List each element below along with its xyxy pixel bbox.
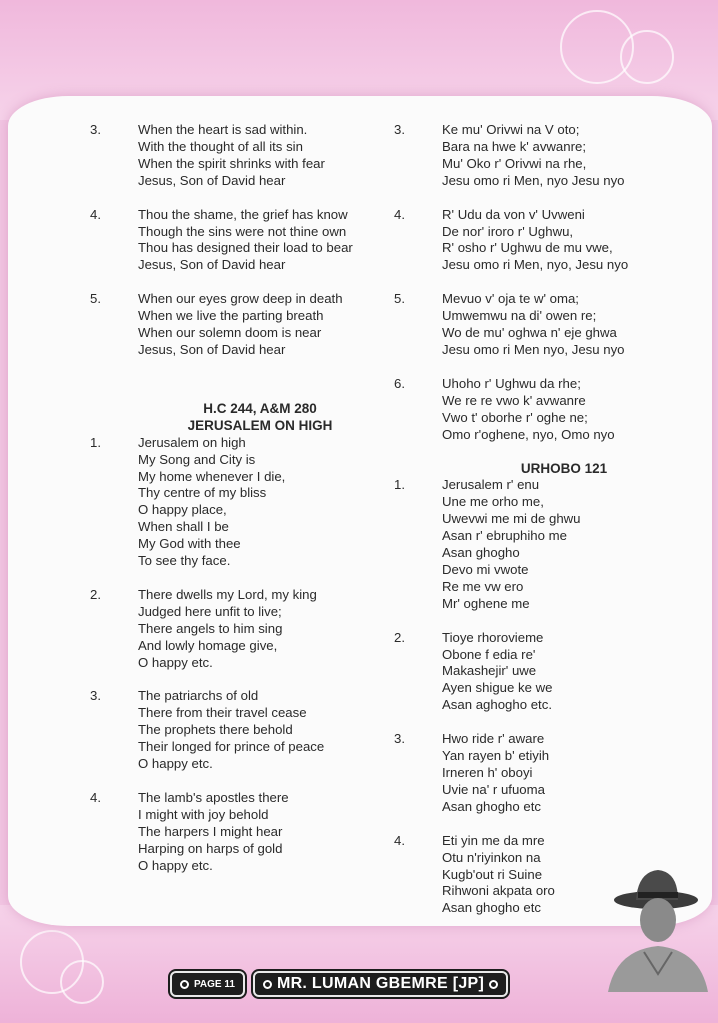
verse-line: R' osho r' Ughwu de mu vwe,	[442, 240, 613, 256]
verse-line: Jesus, Son of David hear	[138, 172, 286, 188]
verse-number: 4.	[394, 206, 405, 222]
hymn-number: H.C 244, A&M 280	[203, 400, 317, 416]
verse	[394, 291, 694, 359]
verse-line: Jesu omo ri Men, nyo, Jesu nyo	[442, 257, 629, 273]
verse-line: Thy centre of my bliss	[138, 485, 267, 501]
verse-line: Uhoho r' Ughwu da rhe;	[442, 375, 581, 391]
page-number-badge	[170, 971, 245, 997]
verse-line: R' Udu da von v' Uvweni	[442, 206, 585, 222]
swirl-decoration-icon	[620, 30, 674, 84]
verse-line: My God with thee	[138, 536, 241, 552]
verse-line: Uvie na' r ufuoma	[442, 781, 545, 797]
verse-line: Mu' Oko r' Orivwi na rhe,	[442, 155, 587, 171]
verse-line: Eti yin me da mre	[442, 832, 545, 848]
verse-line: There from their travel cease	[138, 705, 307, 721]
verse-line: Makashejir' uwe	[442, 663, 537, 679]
verse-line: Hwo ride r' aware	[442, 731, 545, 747]
author-portrait-icon	[598, 862, 716, 992]
verse-line: To see thy face.	[138, 553, 231, 569]
verse-group-bottom-left	[90, 435, 390, 875]
verse-line: I might with joy behold	[138, 806, 269, 822]
verse	[90, 587, 390, 672]
verse-number: 2.	[90, 586, 101, 602]
verse-line: When our solemn doom is near	[138, 325, 322, 341]
verse-line: Jerusalem on high	[138, 434, 246, 450]
verse-line: When the spirit shrinks with fear	[138, 155, 325, 171]
verse-line: Tioye rhorovieme	[442, 629, 544, 645]
verse-line: Jesu omo ri Men, nyo Jesu nyo	[442, 172, 625, 188]
verse-line: O happy place,	[138, 502, 227, 518]
verse-line: Asan r' ebruphiho me	[442, 528, 567, 544]
verse	[394, 630, 694, 715]
verse-line: When the heart is sad within.	[138, 122, 308, 137]
verse-line: Jesu omo ri Men nyo, Jesu nyo	[442, 341, 625, 357]
verse-line: Judged here unfit to live;	[138, 603, 282, 619]
page-footer	[170, 970, 508, 998]
verse-line: Asan aghogho etc.	[442, 697, 552, 713]
verse	[90, 291, 390, 359]
verse-line: The prophets there behold	[138, 722, 293, 738]
verse-line: Mevuo v' oja te w' oma;	[442, 291, 579, 307]
verse-line: Jerusalem r' enu	[442, 477, 540, 493]
verse-line: When we live the parting breath	[138, 308, 324, 324]
verse	[90, 122, 390, 190]
verse-line: Obone f edia re'	[442, 646, 536, 662]
verse-line: The patriarchs of old	[138, 688, 259, 704]
hymn-title: URHOBO 121	[520, 460, 608, 476]
verse-line: We re re vwo k' avwanre	[442, 392, 586, 408]
verse-group-top-right	[394, 122, 694, 444]
verse-line: Otu n'riyinkon na	[442, 849, 541, 865]
verse-line: The lamb's apostles there	[138, 790, 289, 805]
right-column	[394, 122, 694, 934]
verse-number: 4.	[394, 832, 405, 848]
verse-line: Harping on harps of gold	[138, 840, 283, 856]
verse-line: Umwemwu na di' owen re;	[442, 308, 597, 324]
verse-line: Irneren h' oboyi	[442, 765, 533, 780]
verse-line: And lowly homage give,	[138, 637, 278, 653]
verse	[394, 122, 694, 190]
verse-number: 4.	[90, 206, 101, 222]
verse-line: Their longed for prince of peace	[138, 739, 325, 755]
verse-line: Ke mu' Orivwi na V oto;	[442, 122, 580, 137]
circle-bullet-icon	[180, 980, 189, 989]
verse-line: Rihwoni akpata oro	[442, 883, 555, 899]
hymn-title: JERUSALEM ON HIGH	[187, 417, 333, 433]
verse-line: Asan ghogho etc	[442, 798, 541, 814]
verse-line: With the thought of all its sin	[138, 138, 303, 154]
verse-line: When shall I be	[138, 519, 229, 535]
author-badge	[253, 971, 508, 997]
verse-line: Uwevwi me mi de ghwu	[442, 511, 581, 527]
verse-number: 1.	[90, 434, 101, 450]
verse	[90, 207, 390, 275]
hymn-heading	[394, 461, 694, 478]
left-column	[90, 122, 390, 892]
hymn-heading	[90, 401, 390, 435]
verse-line: Thou has designed their load to bear	[138, 240, 353, 256]
verse-line: Devo mi vwote	[442, 561, 529, 577]
verse-line: Ayen shigue ke we	[442, 680, 553, 696]
verse-group-top-left	[90, 122, 390, 359]
circle-bullet-icon	[489, 980, 498, 989]
verse	[394, 207, 694, 275]
verse-line: Wo de mu' oghwa n' eje ghwa	[442, 325, 617, 341]
verse	[90, 688, 390, 773]
verse-line: The harpers I might hear	[138, 823, 283, 839]
swirl-decoration-icon	[60, 960, 104, 1004]
verse-line: Jesus, Son of David hear	[138, 341, 286, 357]
page-number-label: PAGE 11	[194, 978, 235, 990]
verse-number: 4.	[90, 790, 101, 805]
verse-number: 5.	[90, 291, 101, 307]
verse	[394, 731, 694, 816]
verse-line: Though the sins were not thine own	[138, 223, 347, 239]
verse-line: Asan ghogho	[442, 545, 520, 561]
verse-line: There dwells my Lord, my king	[138, 586, 317, 602]
verse-number: 5.	[394, 291, 405, 307]
verse	[90, 790, 390, 875]
verse-line: Vwo t' oborhe r' oghe ne;	[442, 409, 588, 425]
verse-line: O happy etc.	[138, 654, 213, 670]
verse-number: 3.	[90, 688, 101, 704]
verse-line: Omo r'oghene, nyo, Omo nyo	[442, 426, 615, 442]
verse-line: Mr' oghene me	[442, 595, 530, 611]
verse-line: Thou the shame, the grief has know	[138, 206, 348, 222]
verse-line: My Song and City is	[138, 451, 256, 467]
verse-line: Bara na hwe k' avwanre;	[442, 138, 586, 154]
verse-line: Une me orho me,	[442, 494, 544, 510]
verse-line: Asan ghogho etc	[442, 900, 541, 916]
circle-bullet-icon	[263, 980, 272, 989]
verse	[394, 477, 694, 612]
verse-line: O happy etc.	[138, 756, 213, 772]
verse-number: 6.	[394, 375, 405, 391]
verse-number: 1.	[394, 477, 405, 493]
verse-number: 3.	[90, 122, 101, 137]
verse	[394, 376, 694, 444]
verse-line: Jesus, Son of David hear	[138, 257, 286, 273]
verse-line: My home whenever I die,	[138, 468, 286, 484]
verse-line: Kugb'out ri Suine	[442, 866, 543, 882]
verse	[90, 435, 390, 570]
verse-number: 3.	[394, 731, 405, 747]
verse-line: Yan rayen b' etiyih	[442, 748, 550, 764]
verse-line: There angels to him sing	[138, 620, 283, 636]
verse-line: Re me vw ero	[442, 578, 524, 594]
verse-line: When our eyes grow deep in death	[138, 291, 343, 307]
verse-number: 2.	[394, 629, 405, 645]
author-name-label: MR. LUMAN GBEMRE [JP]	[276, 975, 485, 992]
verse-line: O happy etc.	[138, 857, 213, 873]
verse-line: De nor' iroro r' Ughwu,	[442, 223, 574, 239]
verse-group-bottom-right	[394, 477, 694, 917]
verse-number: 3.	[394, 122, 405, 137]
